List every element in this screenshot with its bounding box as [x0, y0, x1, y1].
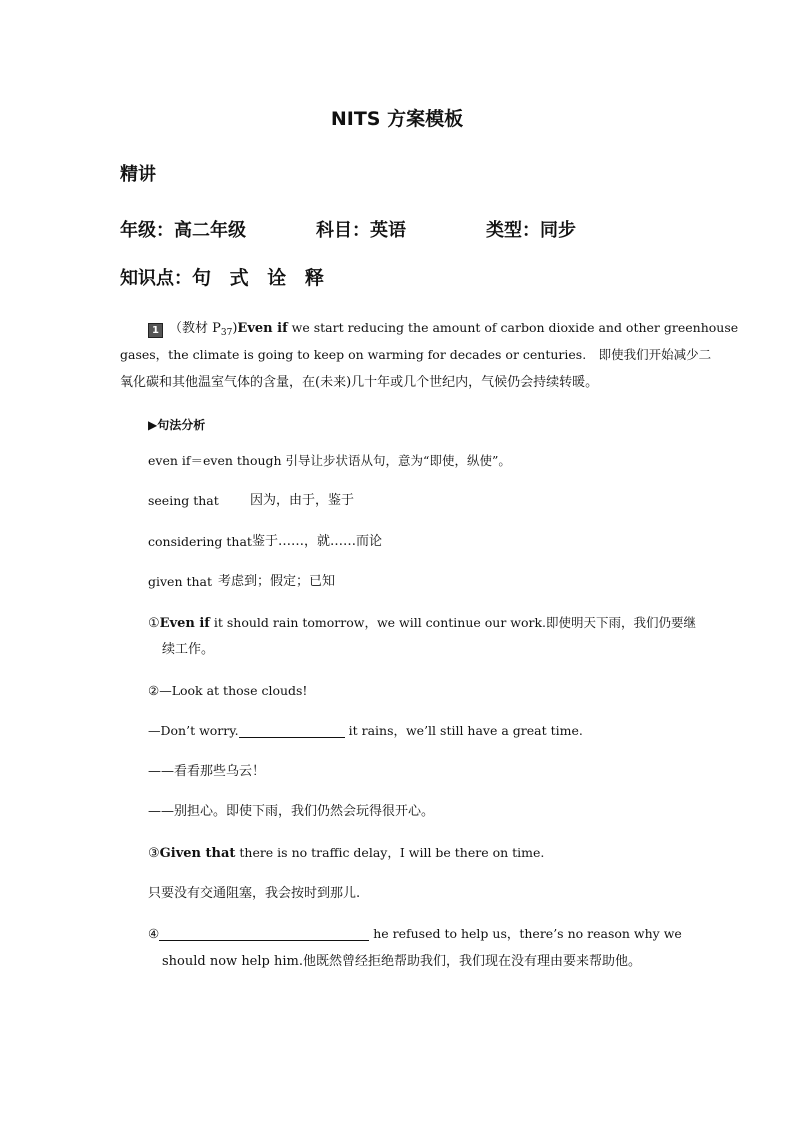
item1-bold: Even if	[237, 321, 288, 336]
answer-blank[interactable]	[239, 723, 345, 738]
example2-pre: —Don’t worry.	[148, 723, 239, 738]
example3-num: ③	[148, 846, 160, 861]
example1-line2: 续工作。	[162, 642, 215, 657]
phrase-seeing-that-cn: 因为，由于，鉴于	[250, 493, 355, 508]
source-page: 37	[220, 328, 233, 338]
example1-line1	[148, 610, 696, 637]
example3-cn: 只要没有交通阻塞，我会按时到那儿.	[148, 886, 361, 901]
example3-bold: Given that	[159, 846, 236, 861]
rule-even-if: even if＝even though 引导让步状语从句，意为“即使，纵使”。	[148, 453, 511, 468]
example4-line1	[148, 921, 682, 947]
example3-line1	[148, 840, 544, 867]
item1-en: we start reducing the amount of carbon dioxide and other greenhouse	[287, 320, 739, 335]
section-heading: 精讲	[120, 164, 156, 185]
example1-text: it should rain tomorrow，we will continue our work.即使明天下雨，我们仍要继	[209, 615, 697, 630]
example1-bold: Even if	[159, 616, 210, 631]
example2-line2	[148, 718, 583, 744]
example4-line2: should now help him.他既然曾经拒绝帮助我们，我们现在没有理由要来帮助他。	[162, 954, 641, 969]
page-title: NITS 方案模板	[330, 108, 464, 130]
answer-blank[interactable]	[159, 926, 369, 941]
subject-label: 科目：英语	[316, 220, 406, 241]
type-label: 类型：同步	[486, 220, 576, 241]
example4-num: ④	[148, 926, 160, 941]
phrase-considering-that-cn: 鉴于……，就……而论	[252, 534, 383, 549]
phrase-considering-that: considering that	[148, 534, 252, 549]
example2-cn1: ——看看那些乌云！	[148, 764, 266, 779]
source-suffix: )	[232, 321, 238, 336]
phrase-given-that-cn: 考虑到；假定；已知	[218, 574, 336, 589]
item1-line2: gases，the climate is going to keep on warming for decades or centuries. 即使我们开始减少二	[120, 347, 712, 362]
knowledge-value: 句 式 诠 释	[192, 267, 330, 289]
example2-cn2: ——别担心。即使下雨，我们仍然会玩得很开心。	[148, 804, 435, 819]
grade-label: 年级：高二年级	[120, 220, 246, 241]
phrase-seeing-that: seeing that	[148, 493, 219, 508]
example2-post: it rains，we’ll still have a great time.	[344, 723, 583, 738]
number-badge-icon: 1	[148, 323, 163, 338]
item1-line3: 氧化碳和其他温室气体的含量，在(未来)几十年或几个世纪内，气候仍会持续转暖。	[120, 375, 599, 390]
phrase-given-that: given that	[148, 574, 213, 589]
example1-num: ①	[148, 616, 160, 631]
analysis-heading: ▶句法分析	[148, 418, 206, 432]
example2-line1: ②—Look at those clouds!	[148, 683, 308, 698]
example4-text: he refused to help us，there’s no reason why we	[369, 926, 682, 941]
source-prefix: （教材 P	[169, 321, 221, 336]
knowledge-label: 知识点：	[120, 268, 192, 289]
knowledge-point	[120, 263, 330, 290]
example3-text: there is no traffic delay，I will be there on time.	[235, 845, 545, 860]
